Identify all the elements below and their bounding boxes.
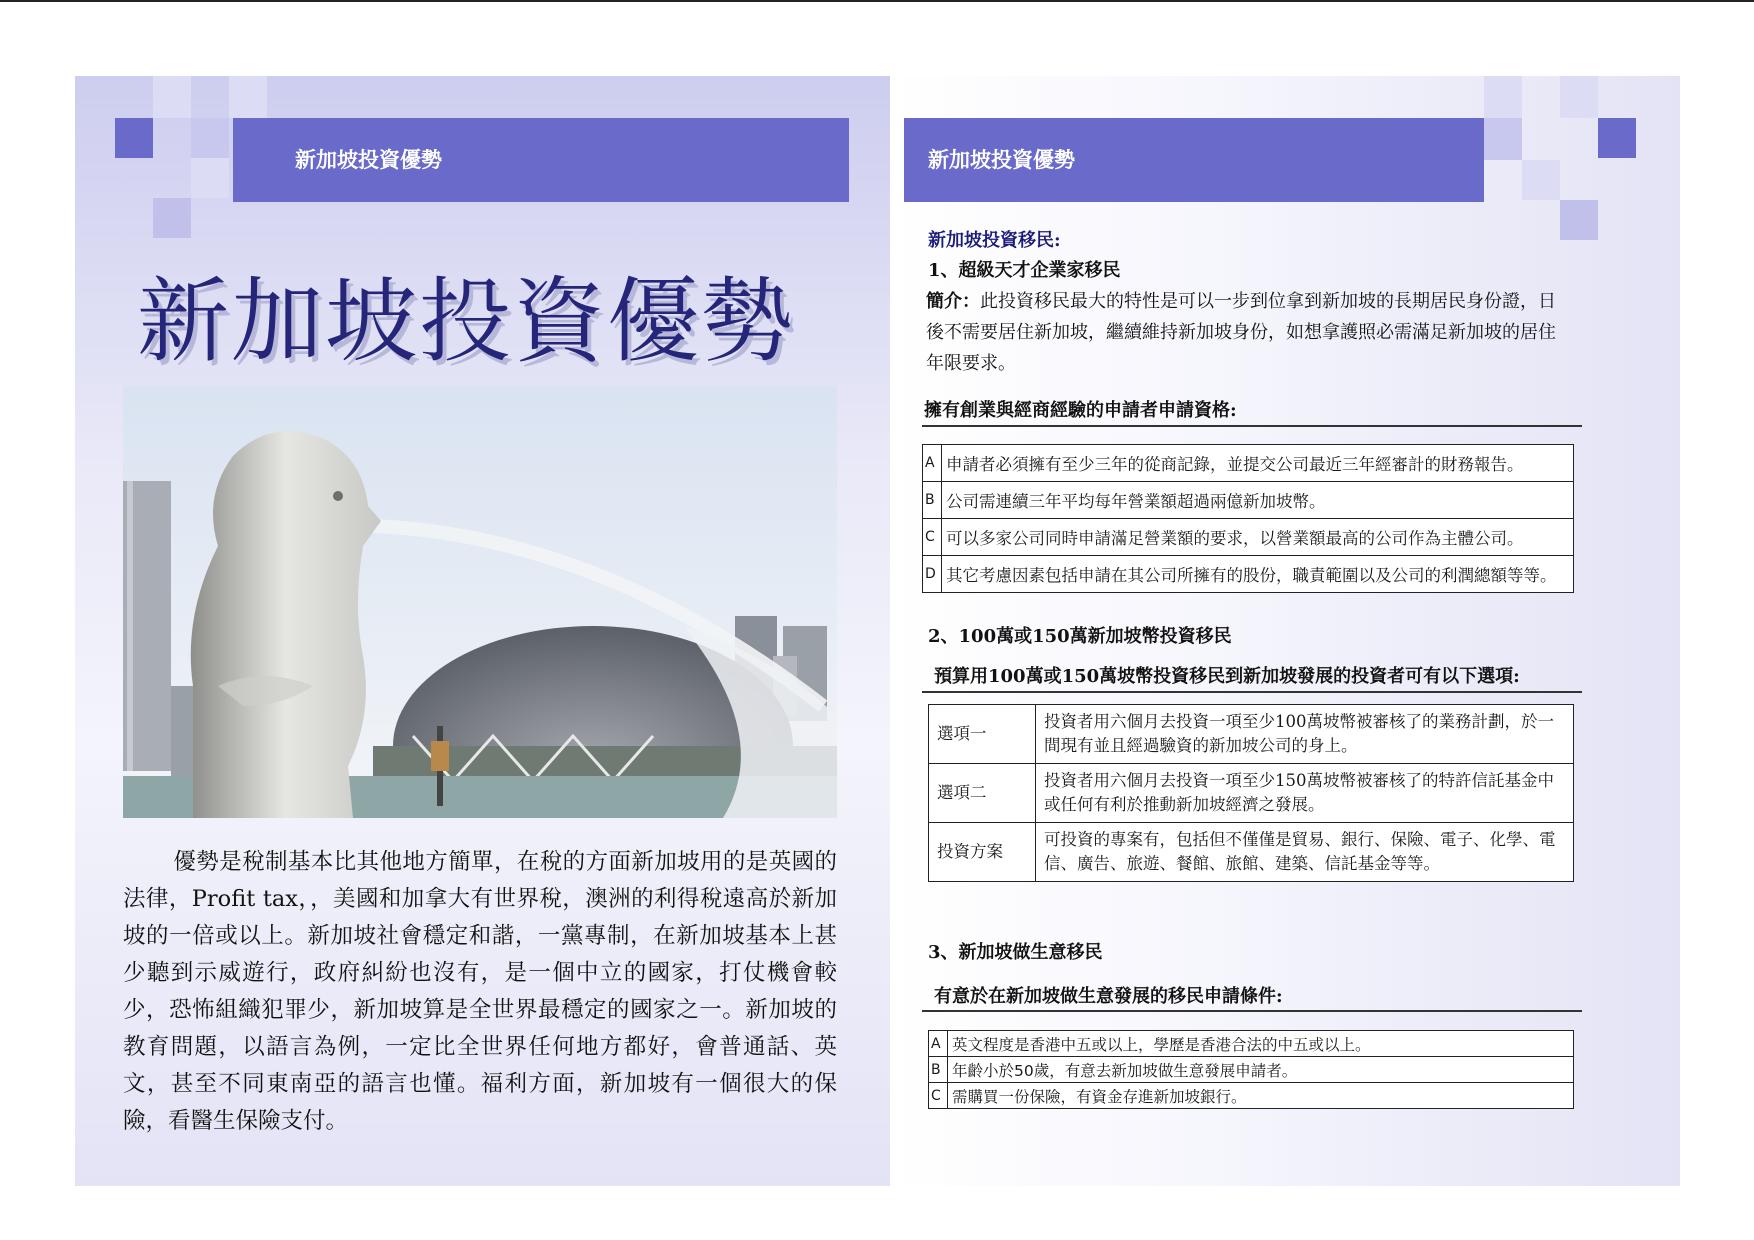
deco-square xyxy=(1522,160,1560,200)
table-row xyxy=(929,1031,1574,1057)
row-text: 公司需連續三年平均每年營業額超過兩億新加坡幣。 xyxy=(942,482,1574,519)
deco-square xyxy=(115,118,153,158)
option-key: 選項一 xyxy=(929,705,1036,764)
table-row xyxy=(923,445,1574,482)
intro-label: 簡介： xyxy=(926,291,980,312)
row-text: 需購買一份保險，有資金存進新加坡銀行。 xyxy=(948,1083,1574,1109)
row-letter: A xyxy=(923,445,942,482)
header-band xyxy=(233,118,849,202)
option-text: 投資者用六個月去投資一項至少150萬坡幣被審核了的特許信託基金中或任何有利於推動新加坡經濟之發展。 xyxy=(1036,764,1574,823)
deco-square xyxy=(229,76,267,118)
table-row xyxy=(929,1083,1574,1109)
option-key: 投資方案 xyxy=(929,823,1036,882)
deco-square xyxy=(1484,118,1522,160)
divider xyxy=(922,425,1582,427)
section-2-heading: 2、100萬或150萬新加坡幣投資移民 xyxy=(928,626,1232,647)
left-page xyxy=(75,76,890,1186)
requirements-table xyxy=(922,444,1574,593)
requirements-heading: 擁有創業與經商經驗的申請者申請資格: xyxy=(924,400,1237,421)
table-row xyxy=(929,705,1574,764)
merlion-photo xyxy=(123,386,837,818)
deco-square xyxy=(191,158,229,198)
section-3-heading: 3、新加坡做生意移民 xyxy=(928,942,1103,963)
page-title: 新加坡投資優勢 xyxy=(137,268,796,375)
body-paragraph xyxy=(123,844,837,1140)
row-letter: D xyxy=(923,556,942,593)
section-1-heading: 1、超級天才企業家移民 xyxy=(928,260,1121,281)
divider xyxy=(922,691,1582,693)
divider xyxy=(922,1010,1582,1012)
table-row xyxy=(929,1057,1574,1083)
options-table xyxy=(928,704,1574,882)
row-letter: C xyxy=(923,519,942,556)
intro-text: 此投資移民最大的特性是可以一步到位拿到新加坡的長期居民身份證，日後不需要居住新加坡，繼續維持新加坡身份，如想拿護照必需滿足新加坡的居住年限要求。 xyxy=(926,291,1556,374)
table-row xyxy=(923,482,1574,519)
body-text: 優勢是稅制基本比其他地方簡單，在稅的方面新加坡用的是英國的法律，Profit tax，，美國和加拿大有世界稅，澳洲的利得稅遠高於新加坡的一倍或以上。新加坡社會穩定和諧，一黨專制，在新加坡基本上甚少聽到示威遊行，政府糾紛也沒有，是一個中立的國家，打仗機會較少，恐怖組織犯罪少，新加坡算是全世界最穩定的國家之一。新加坡的教育問題，以語言為例，一定比全世界任何地方都好，會普通話、英文，甚至不同東南亞的語言也懂。福利方面，新加坡有一個很大的保險，看醫生保險支付。 xyxy=(123,849,837,1134)
top-rule xyxy=(0,0,1754,2)
deco-square xyxy=(191,118,229,158)
conditions-table xyxy=(928,1030,1574,1109)
row-text: 英文程度是香港中五或以上，學歷是香港合法的中五或以上。 xyxy=(948,1031,1574,1057)
table-row xyxy=(929,764,1574,823)
row-letter: C xyxy=(929,1083,948,1109)
section-1-intro xyxy=(926,286,1568,379)
deco-square xyxy=(153,76,191,118)
header-band-label: 新加坡投資優勢 xyxy=(928,148,1075,172)
row-text: 申請者必須擁有至少三年的從商記錄，並提交公司最近三年經審計的財務報告。 xyxy=(942,445,1574,482)
option-key: 選項二 xyxy=(929,764,1036,823)
right-page xyxy=(890,76,1680,1186)
row-text: 年齡小於50歲，有意去新加坡做生意發展申請者。 xyxy=(948,1057,1574,1083)
conditions-heading: 有意於在新加坡做生意發展的移民申請條件: xyxy=(934,986,1283,1007)
row-text: 其它考慮因素包括申請在其公司所擁有的股份，職責範圍以及公司的利潤總額等等。 xyxy=(942,556,1574,593)
header-band xyxy=(904,118,1484,202)
option-text: 可投資的專案有，包括但不僅僅是貿易、銀行、保險、電子、化學、電信、廣告、旅遊、餐館、旅館、建築、信託基金等等。 xyxy=(1036,823,1574,882)
row-letter: A xyxy=(929,1031,948,1057)
deco-square xyxy=(153,198,191,238)
row-letter: B xyxy=(929,1057,948,1083)
options-heading: 預算用100萬或150萬坡幣投資移民到新加坡發展的投資者可有以下選項: xyxy=(934,666,1520,687)
row-letter: B xyxy=(923,482,942,519)
option-text: 投資者用六個月去投資一項至少100萬坡幣被審核了的業務計劃，於一間現有並且經過驗資的新加坡公司的身上。 xyxy=(1036,705,1574,764)
table-row xyxy=(923,556,1574,593)
row-text: 可以多家公司同時申請滿足營業額的要求，以營業額最高的公司作為主體公司。 xyxy=(942,519,1574,556)
table-row xyxy=(923,519,1574,556)
header-band-label: 新加坡投資優勢 xyxy=(295,148,442,172)
section-label: 新加坡投資移民: xyxy=(928,230,1061,251)
deco-square xyxy=(1598,118,1636,158)
table-row xyxy=(929,823,1574,882)
section-1 xyxy=(928,226,1568,379)
deco-square xyxy=(1484,76,1522,118)
deco-square xyxy=(1560,76,1598,118)
